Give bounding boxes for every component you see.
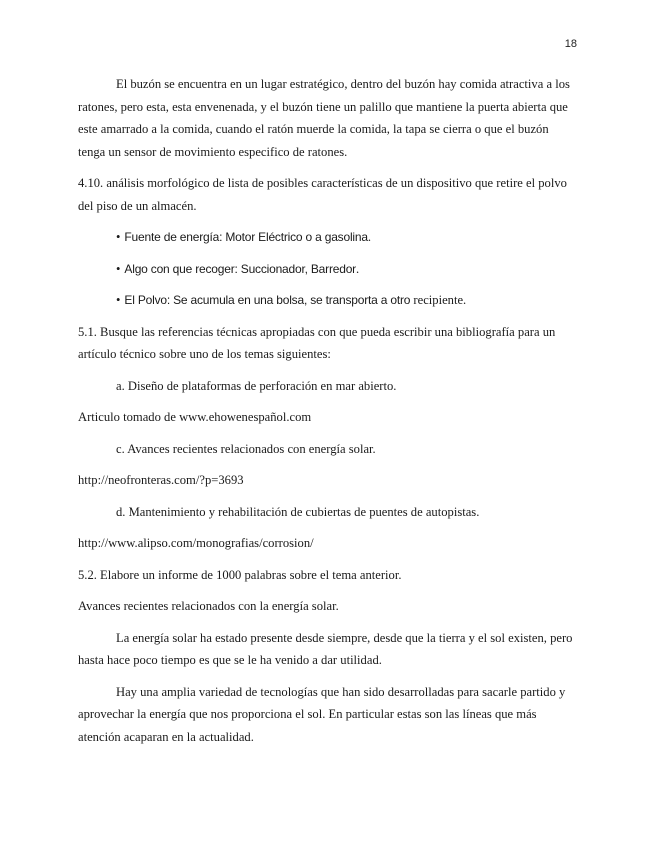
list-item [116, 289, 578, 312]
reference-neofronteras: http://neofronteras.com/?p=3693 [78, 473, 244, 487]
bullet-icon: • [116, 230, 121, 244]
list-item-suffix: . [355, 261, 360, 276]
paragraph-5-2: 5.2. Elabore un informe de 1000 palabras sobre el tema anterior. [78, 567, 402, 582]
list-item [116, 258, 578, 281]
paragraph-5-1: 5.1. Busque las referencias técnicas apropiadas con que pueda escribir una bibliografía para un artículo técnico sobre uno de los temas siguientes: [78, 324, 556, 361]
list-item-text: El Polvo: Se acumula en una bolsa, se transporta a otro [124, 293, 411, 307]
bullet-icon: • [116, 261, 121, 276]
document-body [78, 73, 578, 757]
list-item-suffix: recipiente. [410, 293, 467, 307]
list-item-text: Fuente de energía: Motor Eléctrico o a gasolina [124, 230, 368, 244]
topic-d: d. Mantenimiento y rehabilitación de cubiertas de puentes de autopistas. [116, 504, 480, 519]
paragraph-tecnologias: Hay una amplia variedad de tecnologías que han sido desarrolladas para sacarle partido y aprovechar la energía que nos proporciona el sol. En particular estas son las líneas que más atención acaparan en la actualidad. [78, 684, 566, 744]
characteristics-list [78, 226, 578, 312]
reference-ehow: Articulo tomado de www.ehowenespañol.com [78, 410, 312, 424]
list-item-text: Algo con que recoger: Succionador, Barredor [124, 261, 356, 276]
topic-c: c. Avances recientes relacionados con energía solar. [116, 441, 376, 456]
paragraph-energia-solar: La energía solar ha estado presente desde siempre, desde que la tierra y el sol existen, pero hasta hace poco tiempo es que se le ha venido a dar utilidad. [78, 630, 573, 667]
topic-a: a. Diseño de plataformas de perforación en mar abierto. [116, 378, 397, 393]
list-item [116, 226, 578, 249]
bullet-icon: • [116, 293, 121, 307]
paragraph-analisis-morfologico: 4.10. análisis morfológico de lista de posibles características de un dispositivo que retire el polvo del piso de un almacén. [78, 176, 567, 213]
list-item-suffix: . [367, 230, 371, 244]
reference-alipso: http://www.alipso.com/monografias/corrosion/ [78, 536, 314, 550]
page-number: 18 [564, 38, 577, 50]
report-title: Avances recientes relacionados con la energía solar. [78, 599, 339, 613]
paragraph-buzon: El buzón se encuentra en un lugar estratégico, dentro del buzón hay comida atractiva a los ratones, pero esta, esta envenenada, y el buzón tiene un palillo que mantiene la puerta abierta que este amarrado a la comida, cuando el ratón muerde la comida, la tapa se cierra o que el buzón tenga un sensor de movimiento especifico de ratones. [78, 77, 570, 159]
